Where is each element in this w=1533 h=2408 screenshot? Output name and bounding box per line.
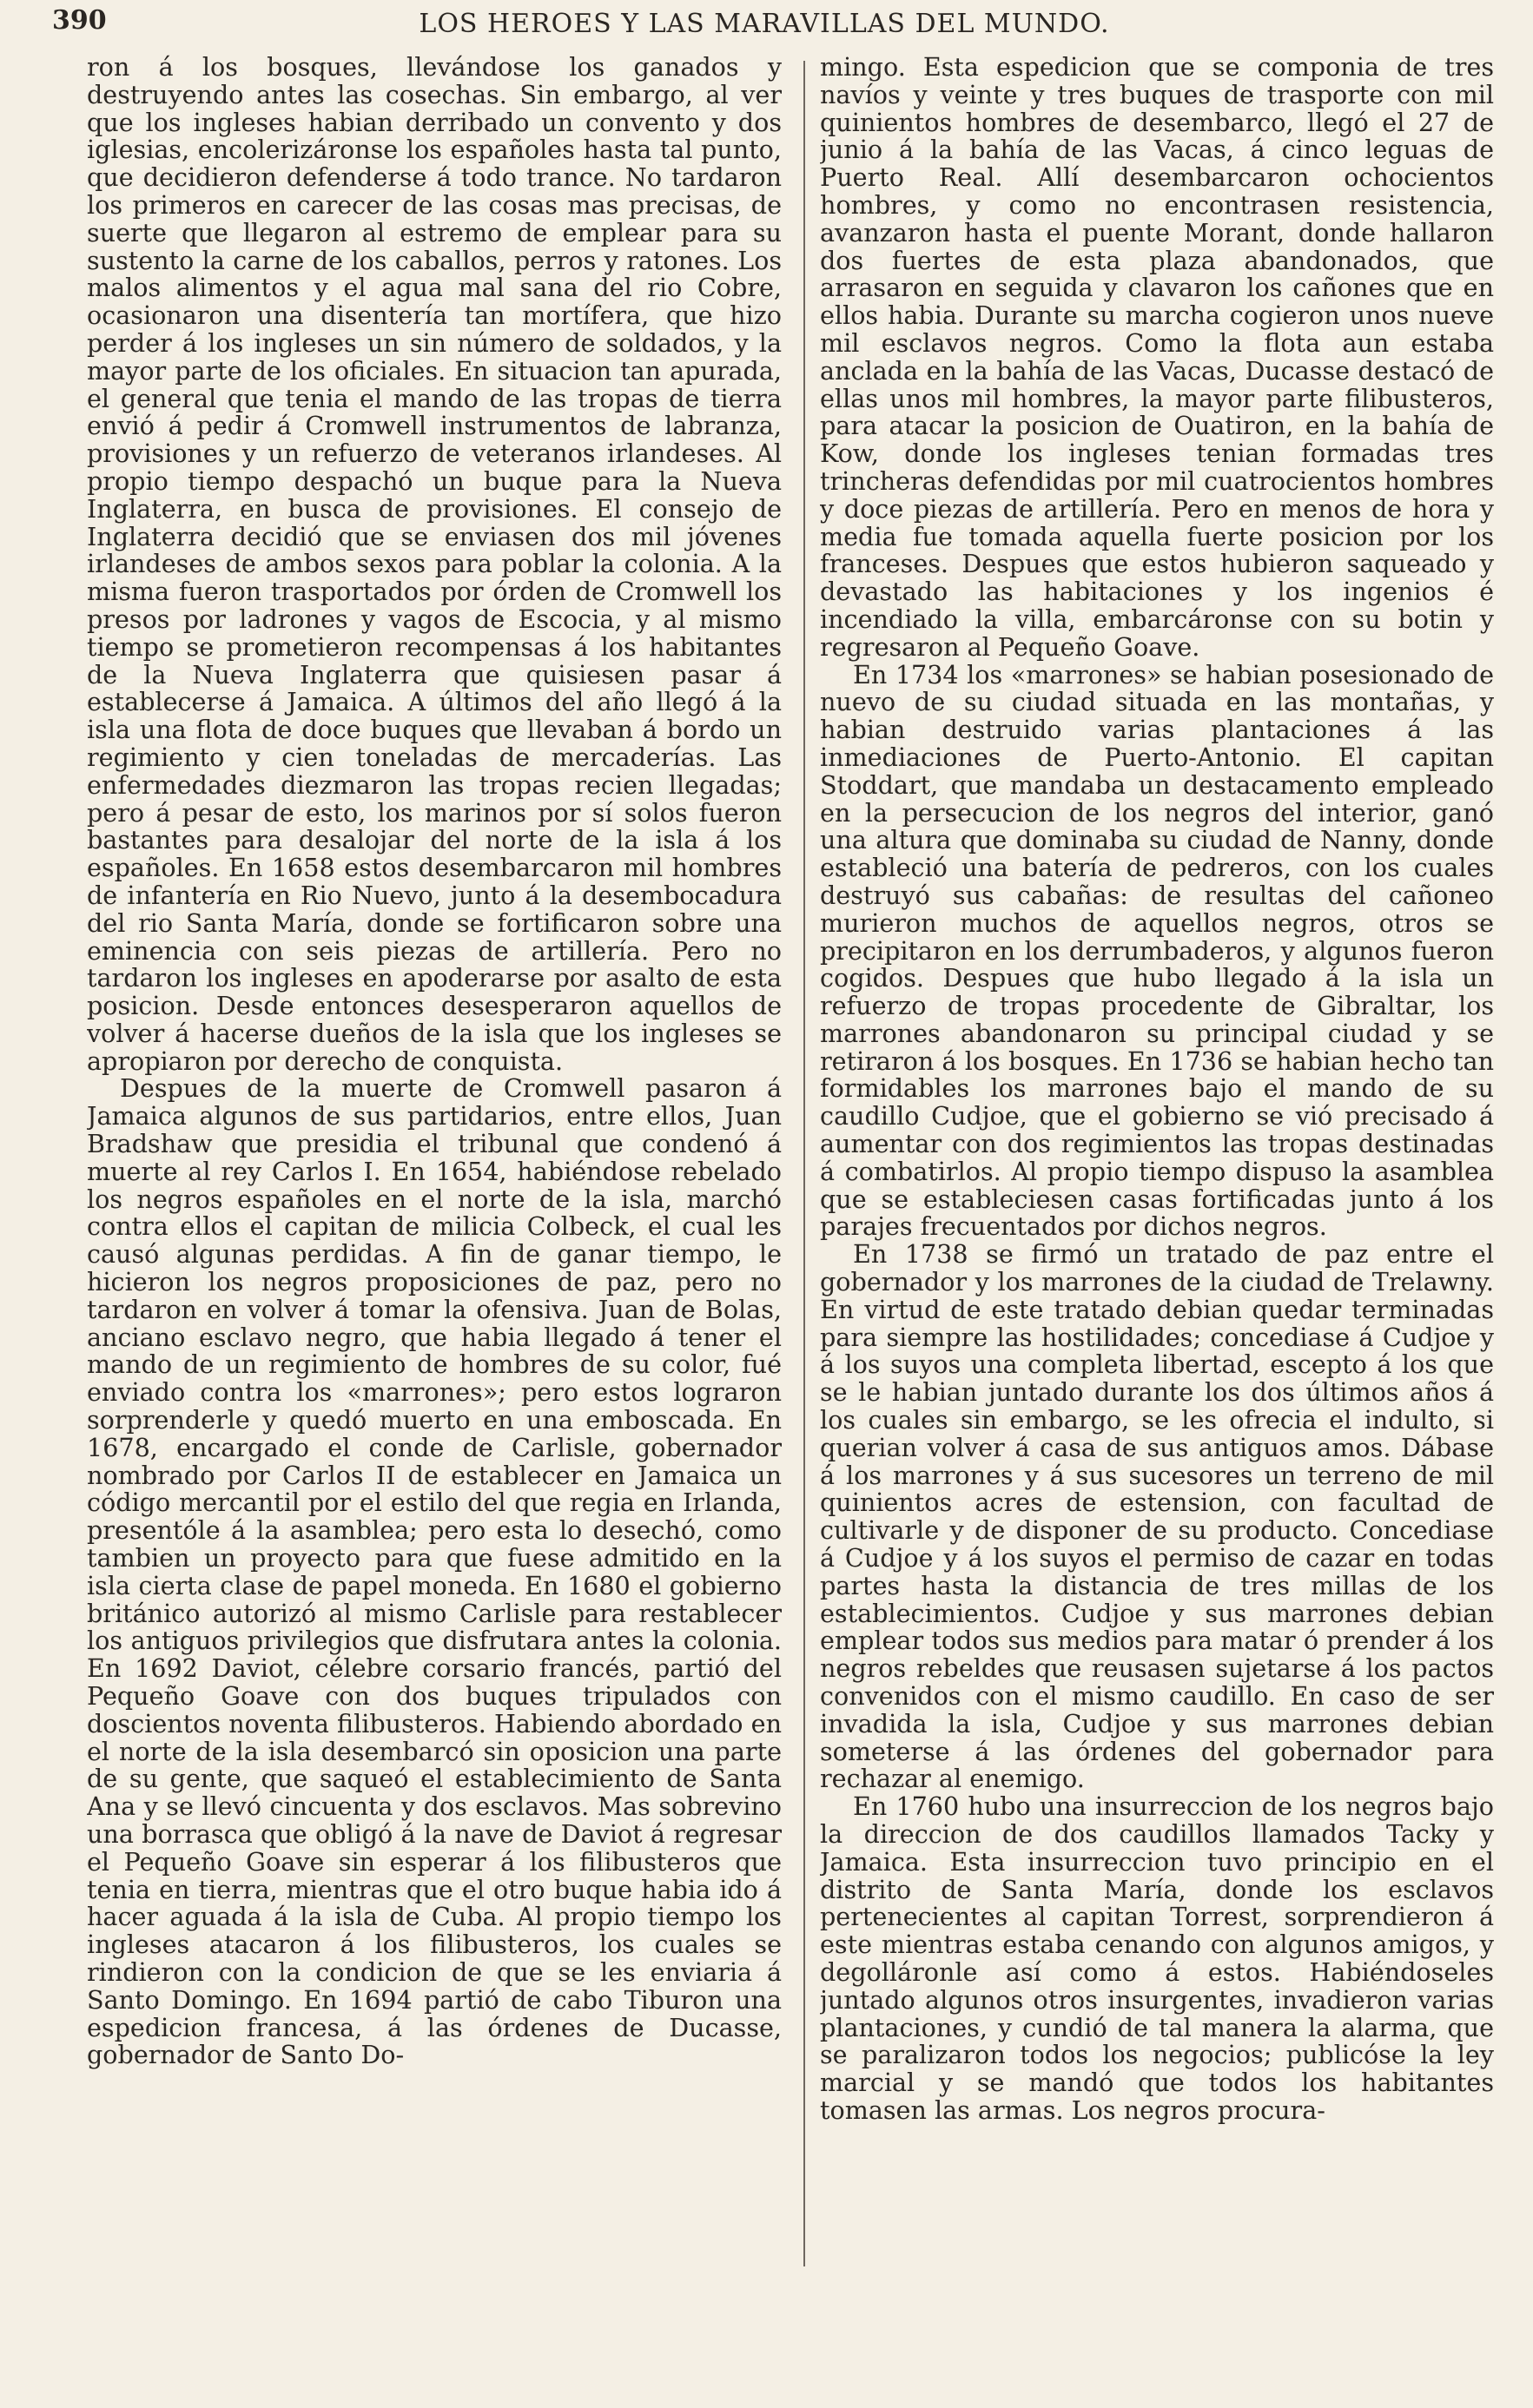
paragraph: ron á los bosques, llevándose los ganados y destruyendo antes las cosechas. Sin embargo, al ver que los ingleses habian derribado un convento y dos iglesias, encolerizáronse los españoles hasta tal punto, que decidieron defenderse á todo trance. No tardaron los primeros en carecer de las cosas mas precisas, de suerte que llegaron al estremo de emplear para su sustento la carne de los caballos, perros y ratones. Los malos alimentos y el agua mal sana del rio Cobre, ocasionaron una disentería tan mortífera, que hizo perder á los ingleses un sin número de soldados, y la mayor parte de los oficiales. En situacion tan apurada, el general que tenia el mando de las tropas de tierra envió á pedir á Cromwell instrumentos de labranza, provisiones y un refuerzo de veteranos irlandeses. Al propio tiempo despachó un buque para la Nueva Inglaterra, en busca de provisiones. El consejo de Inglaterra decidió que se enviasen dos mil jóvenes irlandeses de ambos sexos para poblar la colonia. A la misma fueron trasportados por órden de Cromwell los presos por ladrones y vagos de Escocia, y al mismo tiempo se prometieron recompensas á los habitantes de la Nueva Inglaterra que quisiesen pasar á establecerse á Jamaica. A últimos del año llegó á la isla una flota de doce buques que llevaban á bordo un regimiento y cien toneladas de mercaderías. Las enfermedades diezmaron las tropas recien llegadas; pero á pesar de esto, los marinos por sí solos fueron bastantes para desalojar del norte de la isla á los españoles. En 1658 estos desembarcaron mil hombres de infantería en Rio Nuevo, junto á la desembocadura del rio Santa María, donde se fortificaron sobre una eminencia con seis piezas de artillería. Pero no tardaron los ingleses en apoderarse por asalto de esta posicion. Desde entonces desesperaron aquellos de volver á hacerse dueños de la isla que los ingleses se apropiaron por derecho de conquista.: [87, 54, 782, 1076]
paragraph: En 1738 se firmó un tratado de paz entre el gobernador y los marrones de la ciudad de Trelawny. En virtud de este tratado debian quedar terminadas para siempre las hostilidades; concediase á Cudjoe y á los suyos una completa libertad, escepto á los que se le habian juntado durante los dos últimos años á los cuales sin embargo, se les ofrecia el indulto, si querian volver á casa de sus antiguos amos. Dábase á los marrones y á sus sucesores un terreno de mil quinientos acres de estension, con facultad de cultivarle y de disponer de su producto. Concediase á Cudjoe y á los suyos el permiso de cazar en todas partes hasta la distancia de tres millas de los establecimientos. Cudjoe y sus marrones debian emplear todos sus medios para matar ó prender á los negros rebeldes que reusasen sujetarse á los pactos convenidos con el mismo caudillo. En caso de ser invadida la isla, Cudjoe y sus marrones debian someterse á las órdenes del gobernador para rechazar al enemigo.: [820, 1239, 1494, 1794]
running-title: LOS HEROES Y LAS MARAVILLAS DEL MUNDO.: [419, 9, 1110, 39]
paragraph: En 1760 hubo una insurreccion de los negros bajo la direccion de dos caudillos llamados Tacky y Jamaica. Esta insurreccion tuvo principio en el distrito de Santa María, donde los esclavos pertenecientes al capitan Torrest, sorprendieron á este mientras estaba cenando con algunos amigos, y degolláronle así como á estos. Habiéndoseles juntado algunos otros insurgentes, invadieron varias plantaciones, y cundió de tal manera la alarma, que se paralizaron todos los negocios; publicóse la ley marcial y se mandó que todos los habitantes tomasen las armas. Los negros procura-: [820, 1791, 1494, 2125]
left-column: [87, 54, 782, 2312]
paragraph: En 1734 los «marrones» se habian posesionado de nuevo de su ciudad situada en las montañas, y habian destruido varias plantaciones á las inmediaciones de Puerto-Antonio. El capitan Stoddart, que mandaba un destacamento empleado en la persecucion de los negros del interior, ganó una altura que dominaba su ciudad de Nanny, donde estableció una batería de pedreros, con los cuales destruyó sus cabañas: de resultas del cañoneo murieron muchos de aquellos negros, otros se precipitaron en los derrumbaderos, y algunos fueron cogidos. Despues que hubo llegado á la isla un refuerzo de tropas procedente de Gibraltar, los marrones abandonaron su principal ciudad y se retiraron á los bosques. En 1736 se habian hecho tan formidables los marrones bajo el mando de su caudillo Cudjoe, que el gobierno se vió precisado á aumentar con dos regimientos las tropas destinadas á combatirlos. Al propio tiempo dispuso la asamblea que se estableciesen casas fortificadas junto á los parajes frecuentados por dichos negros.: [820, 659, 1494, 1242]
right-column: [820, 54, 1494, 2312]
column-divider: [803, 61, 805, 2266]
paragraph: Despues de la muerte de Cromwell pasaron á Jamaica algunos de sus partidarios, entre ellos, Juan Bradshaw que presidia el tribunal que condenó á muerte al rey Carlos I. En 1654, habiéndose rebelado los negros españoles en el norte de la isla, marchó contra ellos el capitan de milicia Colbeck, el cual les causó algunas perdidas. A fin de ganar tiempo, le hicieron los negros proposiciones de paz, pero no tardaron en volver á tomar la ofensiva. Juan de Bolas, anciano esclavo negro, que habia llegado á tener el mando de un regimiento de hombres de su color, fué enviado contra los «marrones»; pero estos lograron sorprenderle y quedó muerto en una emboscada. En 1678, encargado el conde de Carlisle, gobernador nombrado por Carlos II de establecer en Jamaica un código mercantil por el estilo del que regia en Irlanda, presentóle á la asamblea; pero esta lo desechó, como tambien un proyecto para que fuese admitido en la isla cierta clase de papel moneda. En 1680 el gobierno británico autorizó al mismo Carlisle para restablecer los antiguos privilegios que disfrutara antes la colonia. En 1692 Daviot, célebre corsario francés, partió del Pequeño Goave con dos buques tripulados con doscientos noventa filibusteros. Habiendo abordado en el norte de la isla desembarcó sin oposicion una parte de su gente, que saqueó el establecimiento de Santa Ana y se llevó cincuenta y dos esclavos. Mas sobrevino una borrasca que obligó á la nave de Daviot á regresar el Pequeño Goave sin esperar á los filibusteros que tenia en tierra, mientras que el otro buque habia ido á hacer aguada á la isla de Cuba. Al propio tiempo los ingleses atacaron á los filibusteros, los cuales se rindieron con la condicion de que se les enviaria á Santo Domingo. En 1694 partió de cabo Tiburon una espedicion francesa, á las órdenes de Ducasse, gobernador de Santo Do-: [87, 1073, 782, 2070]
page-number: 390: [52, 5, 107, 36]
page-header: [52, 5, 1477, 43]
paragraph: mingo. Esta espedicion que se componia de tres navíos y veinte y tres buques de trasporte con mil quinientos hombres de desembarco, llegó el 27 de junio á la bahía de las Vacas, á cinco leguas de Puerto Real. Allí desembarcaron ochocientos hombres, y como no encontrasen resistencia, avanzaron hasta el puente Morant, donde hallaron dos fuertes de esta plaza abandonados, que arrasaron en seguida y clavaron los cañones que en ellos habia. Durante su marcha cogieron unos nueve mil esclavos negros. Como la flota aun estaba anclada en la bahía de las Vacas, Ducasse destacó de ellas unos mil hombres, la mayor parte filibusteros, para atacar la posicion de Ouatiron, en la bahía de Kow, donde los ingleses tenian formadas tres trincheras defendidas por mil cuatrocientos hombres y doce piezas de artillería. Pero en menos de hora y media fue tomada aquella fuerte posicion por los franceses. Despues que estos hubieron saqueado y devastado las habitaciones y los ingenios é incendiado la villa, embarcáronse con su botin y regresaron al Pequeño Goave.: [820, 54, 1494, 662]
